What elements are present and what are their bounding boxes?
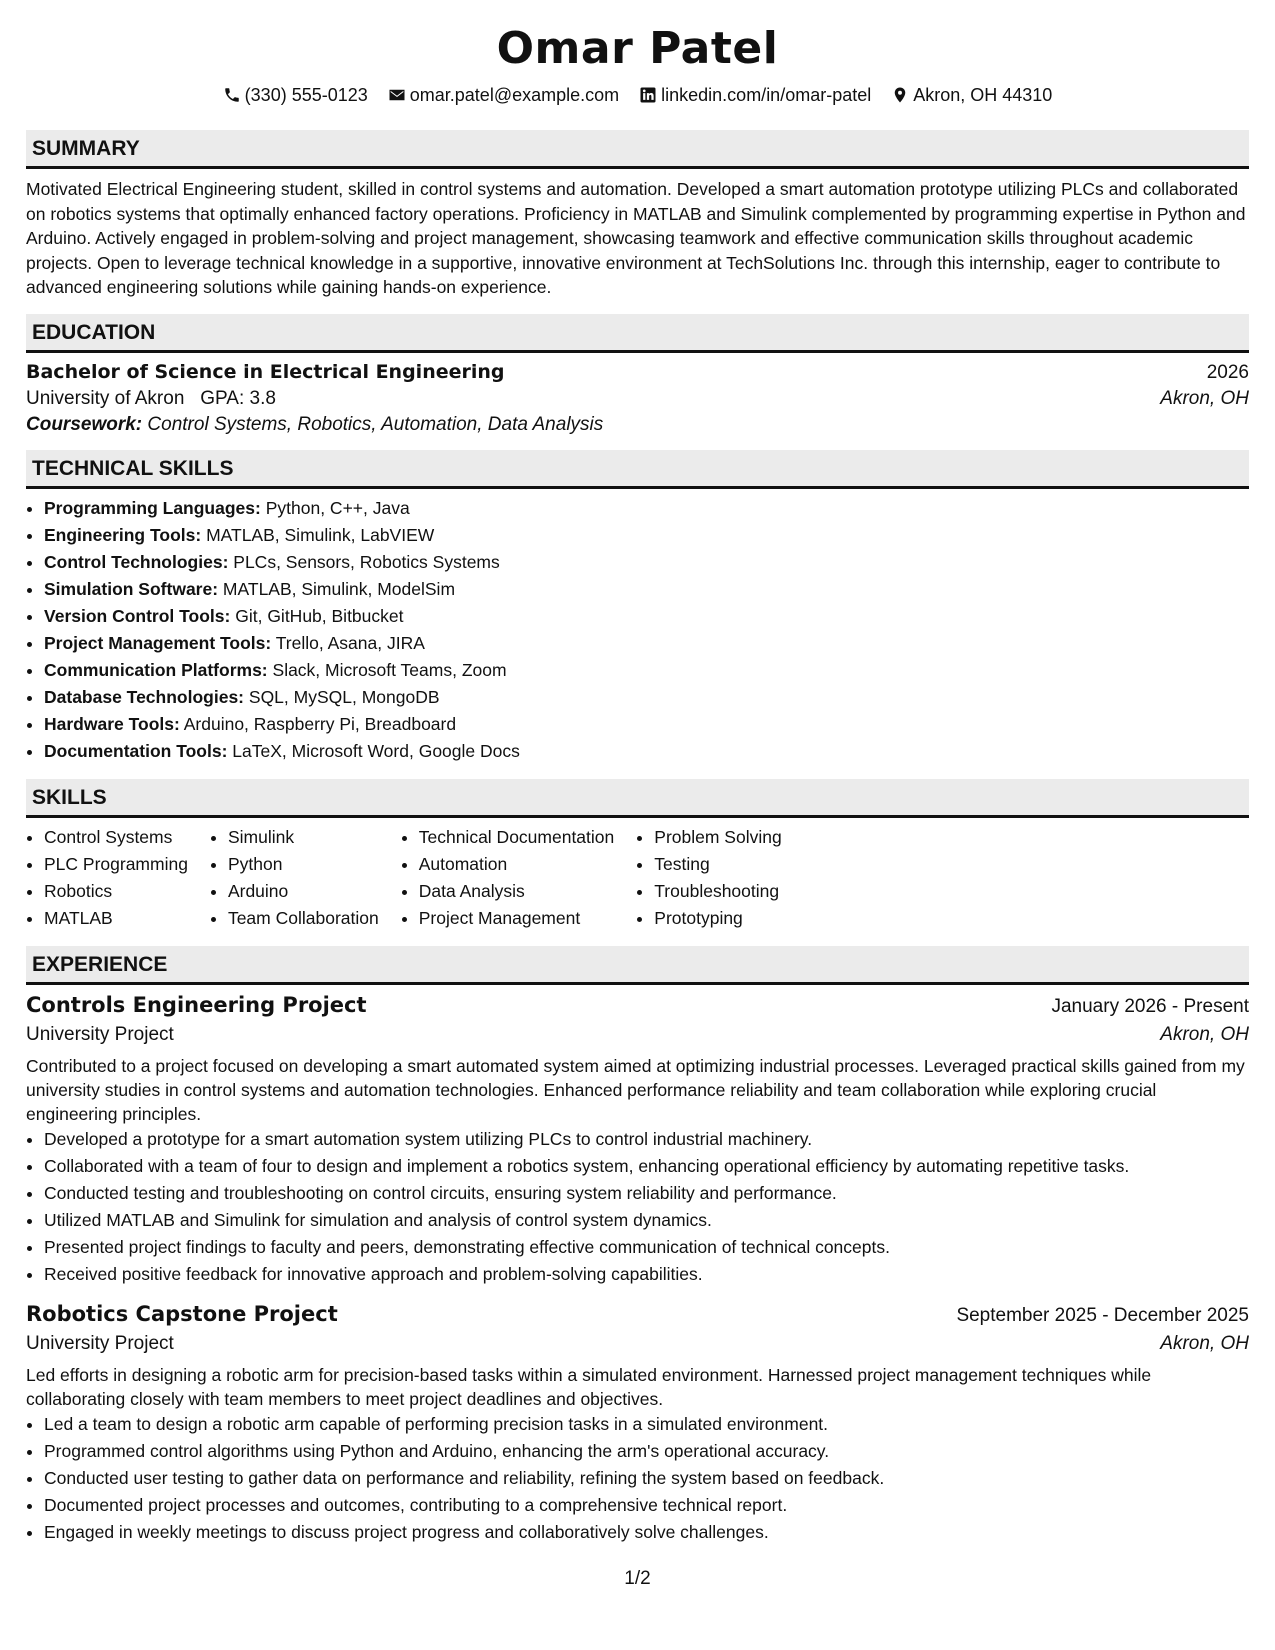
email-text: omar.patel@example.com [409,84,620,105]
technical-skill-label: Project Management Tools: [44,632,272,653]
skill-item: • Arduino [228,878,379,905]
technical-skill-label: Control Technologies: [44,551,229,572]
experience-entry [26,993,1249,1288]
skill-item: • Testing [654,851,781,878]
experience-description: Led efforts in designing a robotic arm for precision-based tasks within a simulated environment. Harnessed project management techniques while collaborating closely with team members to meet project deadlines and objectives. [26,1364,1152,1409]
experience-title: Controls Engineering Project [26,992,367,1017]
experience-bullet: • Documented project processes and outcomes, contributing to a comprehensive technical report. [44,1492,1249,1519]
technical-skill-label: Documentation Tools: [44,740,228,761]
coursework [26,414,1249,436]
technical-skill-value: Python, C++, Java [265,497,410,518]
experience-date: September 2025 - December 2025 [956,1304,1249,1326]
skill-item: • Team Collaboration [228,905,379,932]
education-header: EDUCATION [26,314,1249,353]
skill-item: • MATLAB [44,905,188,932]
skills-column [26,824,188,932]
technical-skill-value: PLCs, Sensors, Robotics Systems [233,551,500,572]
experience-org: University Project [26,1332,174,1354]
phone-text: (330) 555-0123 [244,84,368,105]
map-pin-icon [891,86,909,104]
coursework-list: Control Systems, Robotics, Automation, Data Analysis [147,413,604,435]
technical-skill-item [44,522,1249,549]
phone-icon [223,86,241,104]
location-text: Akron, OH 44310 [913,84,1053,105]
technical-skill-item [44,684,1249,711]
degree-date: 2026 [1206,361,1249,383]
experience-location: Akron, OH [1160,1023,1249,1045]
technical-skill-label: Communication Platforms: [44,659,268,680]
technical-skill-value: MATLAB, Simulink, ModelSim [222,578,456,599]
technical-skill-label: Hardware Tools: [44,713,180,734]
technical-skill-value: Git, GitHub, Bitbucket [235,605,404,626]
skills-column [210,824,379,932]
technical-skill-label: Simulation Software: [44,578,219,599]
experience-bullet: • Collaborated with a team of four to design and implement a robotics system, enhancing operational efficiency by automating repetitive tasks. [44,1153,1249,1180]
experience-org: University Project [26,1023,174,1045]
technical-skill-label: Engineering Tools: [44,524,202,545]
skill-item: • Automation [419,851,615,878]
linkedin-text: linkedin.com/in/omar-patel [661,84,872,105]
page-number: 1/2 [624,1568,651,1589]
skill-item: • PLC Programming [44,851,188,878]
experience-location: Akron, OH [1160,1332,1249,1354]
education-entry [26,361,1249,436]
skill-item: • Simulink [228,824,379,851]
technical-skill-item [44,576,1249,603]
experience-date: January 2026 - Present [1051,995,1249,1017]
experience-bullet: • Presented project findings to faculty and peers, demonstrating effective communication of technical concepts. [44,1234,1249,1261]
experience-bullet: • Conducted user testing to gather data on performance and reliability, refining the system based on feedback. [44,1465,1249,1492]
skill-item: • Troubleshooting [654,878,781,905]
contact-location [891,85,1052,106]
resume-page [26,22,1249,1546]
skill-item: • Problem Solving [654,824,781,851]
technical-skills-header: TECHNICAL SKILLS [26,450,1249,489]
technical-skill-value: Slack, Microsoft Teams, Zoom [272,659,507,680]
technical-skill-value: Arduino, Raspberry Pi, Breadboard [183,713,457,734]
contact-bar [26,82,1249,108]
experience-bullet: • Engaged in weekly meetings to discuss project progress and collaboratively solve challenges. [44,1519,1249,1546]
contact-phone[interactable] [223,85,368,106]
technical-skills-list [26,495,1249,765]
experience-entry [26,1302,1249,1546]
technical-skill-item [44,657,1249,684]
experience-bullet: • Received positive feedback for innovative approach and problem-solving capabilities. [44,1261,1249,1288]
experience-bullets [26,1126,1249,1288]
technical-skill-item [44,603,1249,630]
experience-bullet: • Led a team to design a robotic arm capable of performing precision tasks in a simulated environment. [44,1411,1249,1438]
skills-header: SKILLS [26,779,1249,818]
skills-grid [26,824,1249,932]
skill-item: • Control Systems [44,824,188,851]
skill-item: • Robotics [44,878,188,905]
experience-description: Contributed to a project focused on developing a smart automated system aimed at optimizing industrial processes. Leveraged practical skills gained from my university studies in control systems and automation technologies. Enhanced performance reliability and team collaboration while exploring crucial engineering principles. [26,1055,1245,1124]
experience-bullets [26,1411,1249,1546]
school-location: Akron, OH [1160,387,1249,409]
technical-skill-item [44,738,1249,765]
skill-item: • Prototyping [654,905,781,932]
technical-skill-item [44,549,1249,576]
experience-header: EXPERIENCE [26,946,1249,985]
skill-item: • Data Analysis [419,878,615,905]
technical-skill-value: Trello, Asana, JIRA [275,632,425,653]
technical-skill-label: Programming Languages: [44,497,261,518]
technical-skill-value: LaTeX, Microsoft Word, Google Docs [232,740,520,761]
skill-item: • Project Management [419,905,615,932]
experience-title: Robotics Capstone Project [26,1301,338,1326]
technical-skill-item [44,630,1249,657]
contact-linkedin[interactable] [639,85,871,106]
candidate-name: Omar Patel [496,23,779,74]
experience-bullet: • Conducted testing and troubleshooting on control circuits, ensuring system reliability and performance. [44,1180,1249,1207]
technical-skill-label: Version Control Tools: [44,605,231,626]
technical-skill-label: Database Technologies: [44,686,245,707]
degree-title: Bachelor of Science in Electrical Engineering [26,360,505,383]
experience-bullet: • Programmed control algorithms using Python and Arduino, enhancing the arm's operational accuracy. [44,1438,1249,1465]
experience-bullet: • Developed a prototype for a smart automation system utilizing PLCs to control industrial machinery. [44,1126,1249,1153]
experience-bullet: • Utilized MATLAB and Simulink for simulation and analysis of control system dynamics. [44,1207,1249,1234]
contact-email[interactable] [388,85,619,106]
technical-skill-item [44,495,1249,522]
linkedin-icon [639,86,657,104]
technical-skill-value: SQL, MySQL, MongoDB [248,686,440,707]
skills-column [401,824,615,932]
envelope-icon [388,86,406,104]
summary-header: SUMMARY [26,130,1249,169]
skills-column [636,824,781,932]
summary-text: Motivated Electrical Engineering student, skilled in control systems and automation. Developed a smart automation prototype utilizing PLCs and collaborated on robotics systems that optimally enhanced factory operations. Proficiency in MATLAB and Simulink complemented by programming expertise in Python and Arduino. Actively engaged in problem-solving and project management, showcasing teamwork and effective communication skills throughout academic projects. Open to leverage technical knowledge in a supportive, innovative environment at TechSolutions Inc. through this internship, eager to contribute to advanced engineering solutions while gaining hands-on experience. [26,179,1246,297]
skill-item: • Python [228,851,379,878]
coursework-label: Coursework: [26,413,143,435]
technical-skill-value: MATLAB, Simulink, LabVIEW [206,524,435,545]
school-gpa: University of Akron GPA: 3.8 [26,387,276,409]
technical-skill-item [44,711,1249,738]
skill-item: • Technical Documentation [419,824,615,851]
experience-list [26,993,1249,1546]
